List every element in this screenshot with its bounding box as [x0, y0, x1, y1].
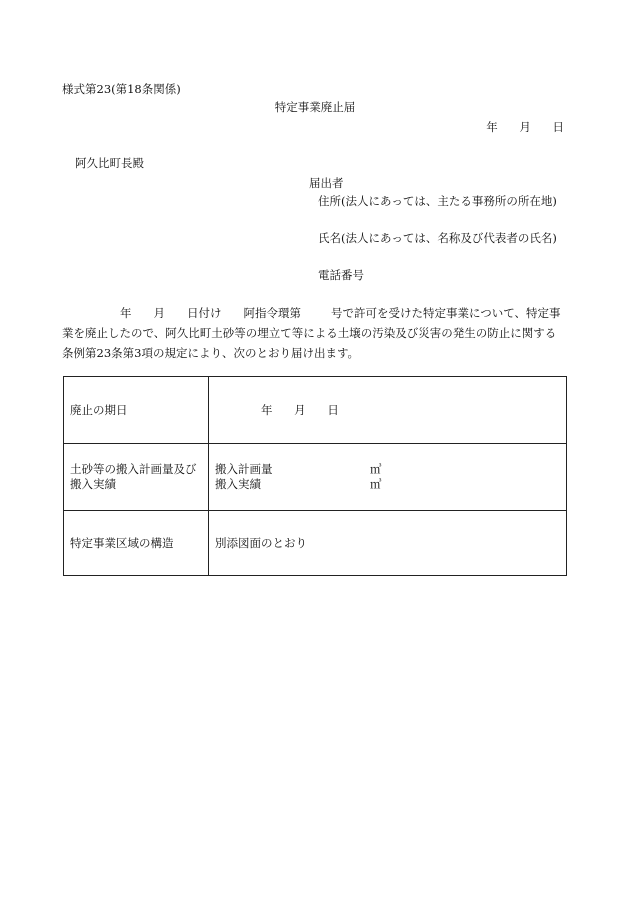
form-number: 様式第23(第18条関係) [62, 82, 181, 96]
actual-quantity-label: 搬入実績 [215, 477, 261, 491]
date-month: 月 [519, 120, 531, 134]
planned-quantity-line [215, 462, 560, 477]
soil-quantity-label [64, 444, 209, 511]
planned-quantity-unit: ㎥ [370, 462, 382, 476]
soil-quantity-label-line-1: 土砂等の搬入計画量及び [70, 462, 197, 476]
site-structure-field[interactable]: 別添図面のとおり [209, 511, 567, 576]
notification-body [62, 303, 570, 363]
date-year: 年 [486, 120, 498, 134]
body-ref: 阿指令環第 [243, 306, 301, 320]
body-line-1-rest: 号で許可を受けた特定事業について、特定事 [331, 306, 561, 320]
filer-label: 届出者 [309, 176, 344, 190]
planned-quantity-label: 搬入計画量 [215, 462, 273, 476]
abolition-year: 年 [261, 403, 273, 417]
table-row [64, 511, 567, 576]
submission-date [468, 120, 564, 134]
table-row [64, 444, 567, 511]
abolition-date-field[interactable] [209, 377, 567, 444]
addressee: 阿久比町長殿 [75, 156, 144, 170]
filer-name-field[interactable]: 氏名(法人にあっては、名称及び代表者の氏名) [318, 231, 557, 245]
body-line-1 [62, 303, 570, 323]
site-structure-label: 特定事業区域の構造 [64, 511, 209, 576]
abolition-day: 日 [327, 403, 339, 417]
actual-quantity-unit: ㎥ [370, 477, 382, 491]
actual-quantity-line [215, 477, 560, 492]
body-month: 月 [153, 306, 165, 320]
body-line-2: 業を廃止したので、阿久比町土砂等の埋立て等による土壌の汚染及び災害の発生の防止に関する [62, 326, 557, 340]
filer-phone-field[interactable]: 電話番号 [318, 268, 364, 282]
body-line-3: 条例第23条第3項の規定により、次のとおり届け出ます。 [62, 346, 360, 360]
soil-quantity-label-line-2: 搬入実績 [70, 477, 116, 491]
date-day: 日 [552, 120, 564, 134]
notification-table [63, 376, 567, 576]
body-year: 年 [120, 306, 132, 320]
table-row [64, 377, 567, 444]
abolition-date-label: 廃止の期日 [64, 377, 209, 444]
abolition-month: 月 [294, 403, 306, 417]
document-title: 特定事業廃止届 [274, 100, 356, 114]
soil-quantity-field[interactable] [209, 444, 567, 511]
body-dated: 日付け [187, 306, 222, 320]
filer-address-field[interactable]: 住所(法人にあっては、主たる事務所の所在地) [318, 194, 557, 208]
